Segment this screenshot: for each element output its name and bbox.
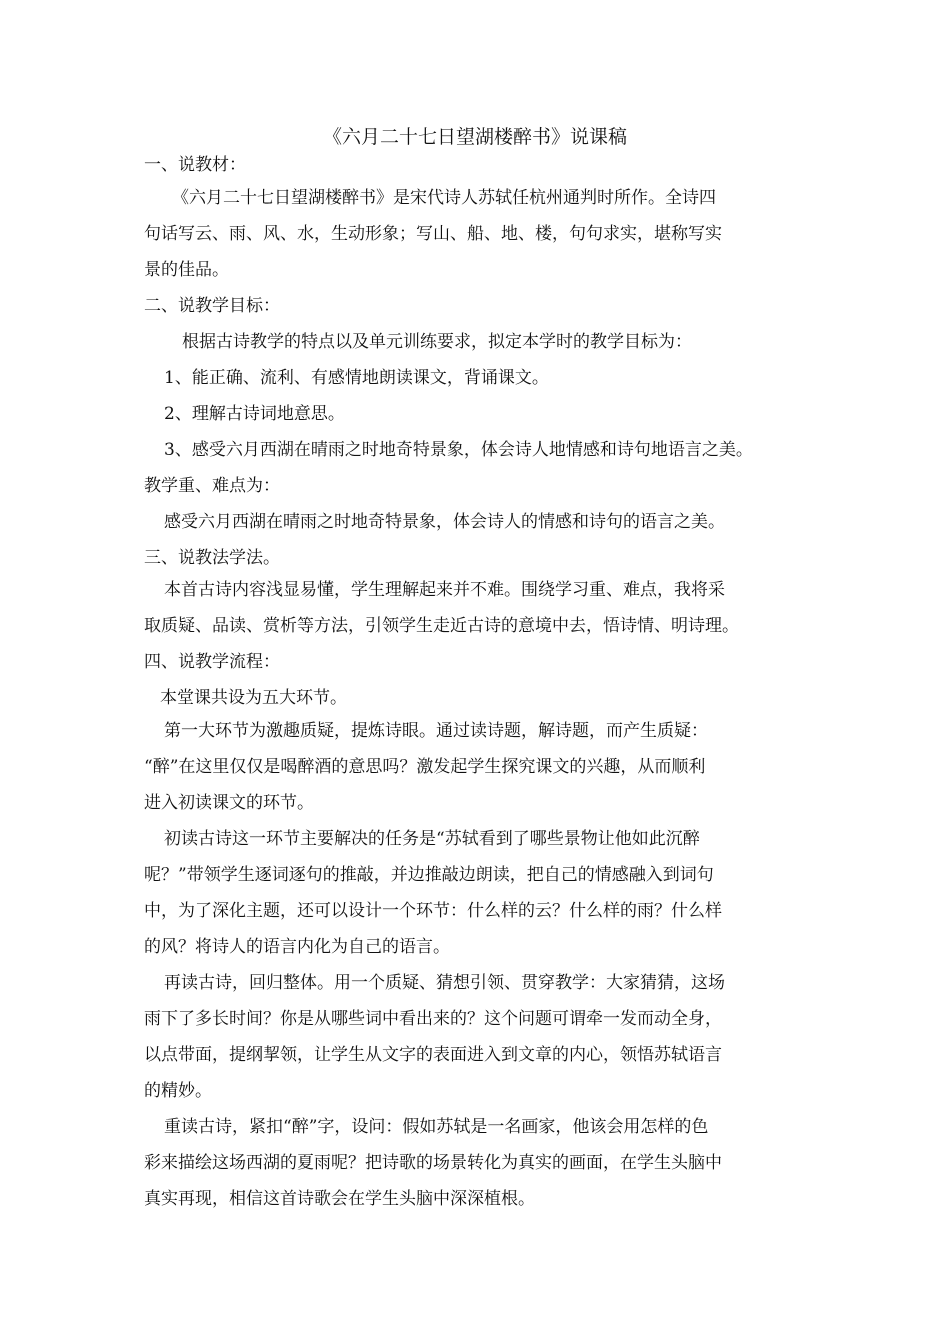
paragraph-line: 呢？”带领学生逐词逐句的推敲，并边推敲边朗读，把自己的情感融入到词句 (144, 865, 714, 885)
document-title: 《六月二十七日望湖楼醉书》说课稿 (322, 126, 627, 148)
paragraph-line: 雨下了多长时间？你是从哪些词中看出来的？这个问题可谓牵一发而动全身， (144, 1009, 722, 1029)
goal-item-2: 2、理解古诗词地意思。 (164, 404, 345, 424)
section-heading-teaching-methods: 三、说教法学法。 (144, 548, 280, 568)
paragraph-line: 景的佳品。 (144, 260, 229, 280)
paragraph-line: 本首古诗内容浅显易懂，学生理解起来并不难。围绕学习重、难点，我将采 (164, 580, 725, 600)
paragraph-line: 重读古诗，紧扣“醉”字，设问：假如苏轼是一名画家，他该会用怎样的色 (164, 1117, 709, 1137)
paragraph-line: 真实再现，相信这首诗歌会在学生头脑中深深植根。 (144, 1189, 535, 1209)
paragraph-line: 初读古诗这一环节主要解决的任务是“苏轼看到了哪些景物让他如此沉醉 (164, 829, 700, 849)
paragraph-line: 根据古诗教学的特点以及单元训练要求，拟定本学时的教学目标为： (182, 332, 692, 352)
section-heading-teaching-goals: 二、说教学目标： (144, 296, 280, 316)
paragraph-line: 彩来描绘这场西湖的夏雨呢？把诗歌的场景转化为真实的画面，在学生头脑中 (144, 1153, 722, 1173)
paragraph-line: 再读古诗，回归整体。用一个质疑、猜想引领、贯穿教学：大家猜猜，这场 (164, 973, 725, 993)
paragraph-line: 中，为了深化主题，还可以设计一个环节：什么样的云？什么样的雨？什么样 (144, 901, 722, 921)
paragraph-line: 取质疑、品读、赏析等方法，引领学生走近古诗的意境中去，悟诗情、明诗理。 (144, 616, 739, 636)
goal-item-3: 3、感受六月西湖在晴雨之时地奇特景象，体会诗人地情感和诗句地语言之美。 (164, 440, 753, 460)
paragraph-line: 的精妙。 (144, 1081, 212, 1101)
paragraph-line: 《六月二十七日望湖楼醉书》是宋代诗人苏轼任杭州通判时所作。全诗四 (172, 188, 716, 208)
key-points-heading: 教学重、难点为： (144, 476, 280, 496)
paragraph-line: 以点带面，提纲挈领，让学生从文字的表面进入到文章的内心，领悟苏轼语言 (144, 1045, 722, 1065)
goal-item-1: 1、能正确、流利、有感情地朗读课文，背诵课文。 (164, 368, 549, 388)
paragraph-line: “醉”在这里仅仅是喝醉酒的意思吗？激发起学生探究课文的兴趣，从而顺利 (144, 757, 706, 777)
paragraph-line: 句话写云、雨、风、水，生动形象；写山、船、地、楼，句句求实，堪称写实 (144, 224, 722, 244)
paragraph-line: 本堂课共设为五大环节。 (160, 688, 347, 708)
section-heading-teaching-process: 四、说教学流程： (144, 652, 280, 672)
section-heading-teaching-material: 一、说教材： (144, 155, 246, 175)
paragraph-line: 进入初读课文的环节。 (144, 793, 314, 813)
paragraph-line: 第一大环节为激趣质疑，提炼诗眼。通过读诗题，解诗题，而产生质疑： (164, 721, 708, 741)
paragraph-line: 感受六月西湖在晴雨之时地奇特景象，体会诗人的情感和诗句的语言之美。 (164, 512, 725, 532)
paragraph-line: 的风？将诗人的语言内化为自己的语言。 (144, 937, 450, 957)
